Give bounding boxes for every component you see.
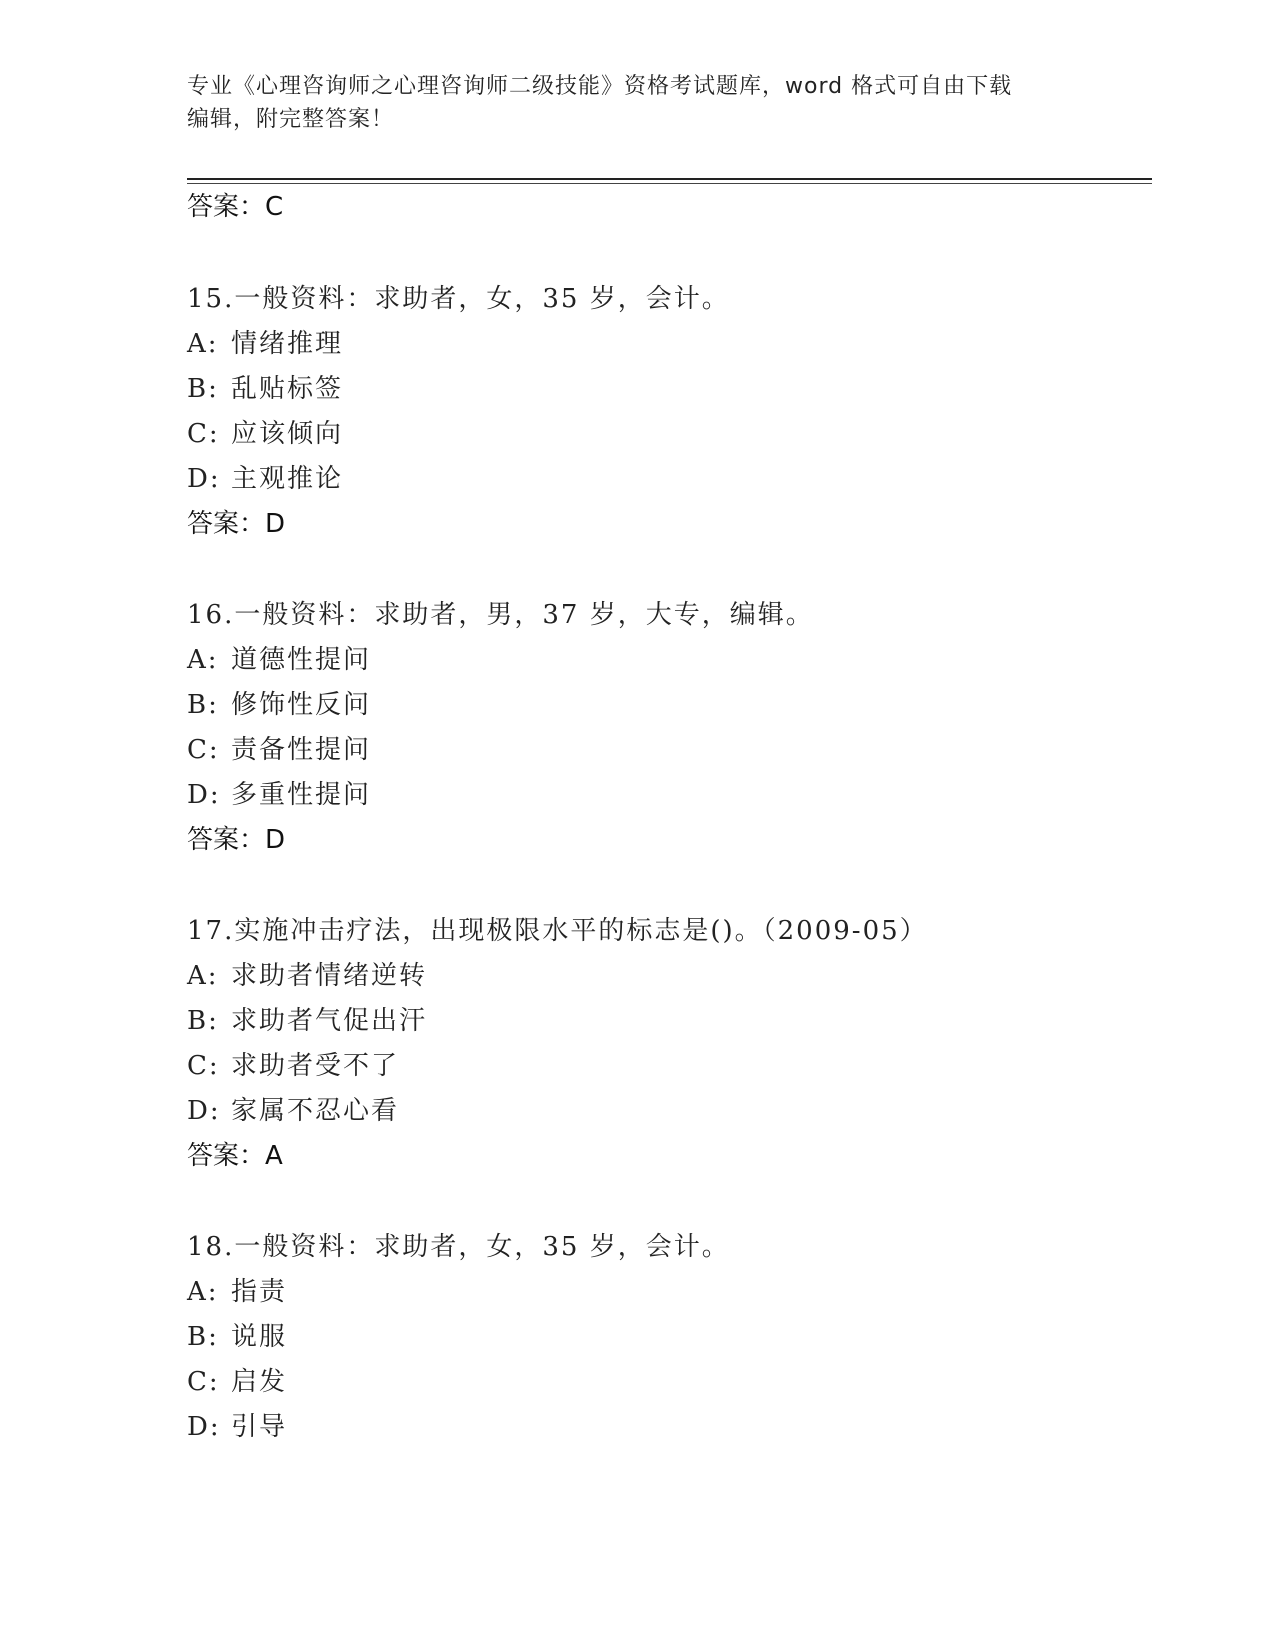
option-text: 乱贴标签 — [231, 374, 344, 404]
option-b — [187, 372, 343, 406]
option-c — [187, 1365, 287, 1399]
option-b — [187, 1004, 427, 1038]
option-c — [187, 417, 343, 451]
option-text: 说服 — [231, 1322, 288, 1352]
header-divider-thick — [187, 178, 1152, 180]
option-text: 责备性提问 — [231, 735, 372, 765]
option-key: D: — [187, 1412, 221, 1442]
question-stem: 16.一般资料：求助者，男，37 岁，大专，编辑。 — [187, 600, 814, 630]
option-key: B: — [187, 1322, 219, 1352]
option-key: D: — [187, 464, 221, 494]
option-d — [187, 1410, 287, 1444]
answer-line: 答案：D — [187, 509, 286, 539]
question-stem: 15.一般资料：求助者，女，35 岁，会计。 — [187, 284, 730, 314]
option-key: D: — [187, 1096, 221, 1126]
option-key: A: — [187, 1277, 219, 1307]
option-d — [187, 462, 343, 496]
option-c — [187, 1049, 399, 1083]
option-text: 求助者情绪逆转 — [231, 961, 428, 991]
option-key: A: — [187, 329, 219, 359]
option-b — [187, 688, 371, 722]
option-text: 主观推论 — [231, 464, 344, 494]
option-text: 多重性提问 — [231, 780, 372, 810]
option-d — [187, 778, 371, 812]
option-text: 引导 — [231, 1412, 288, 1442]
option-key: C: — [187, 1051, 220, 1081]
header-line-2: 编辑，附完整答案！ — [187, 107, 395, 132]
option-key: A: — [187, 961, 219, 991]
option-key: C: — [187, 735, 220, 765]
answer-line: 答案：A — [187, 1141, 283, 1171]
question-stem: 17.实施冲击疗法，出现极限水平的标志是()。（2009-05） — [187, 916, 928, 946]
option-b — [187, 1320, 287, 1354]
answer-line: 答案：C — [187, 192, 284, 222]
option-key: A: — [187, 645, 219, 675]
option-d — [187, 1094, 399, 1128]
option-text: 修饰性反问 — [231, 690, 372, 720]
option-a — [187, 327, 343, 361]
option-text: 家属不忍心看 — [231, 1096, 400, 1126]
option-text: 应该倾向 — [231, 419, 344, 449]
question-stem: 18.一般资料：求助者，女，35 岁，会计。 — [187, 1232, 730, 1262]
option-key: B: — [187, 374, 219, 404]
option-a — [187, 959, 427, 993]
option-text: 指责 — [231, 1277, 288, 1307]
option-text: 启发 — [231, 1367, 288, 1397]
option-text: 求助者受不了 — [231, 1051, 400, 1081]
header-divider-thin — [187, 183, 1152, 184]
option-key: B: — [187, 1006, 219, 1036]
option-key: B: — [187, 690, 219, 720]
option-key: C: — [187, 1367, 220, 1397]
option-key: C: — [187, 419, 220, 449]
option-a — [187, 643, 371, 677]
option-text: 求助者气促出汗 — [231, 1006, 428, 1036]
option-text: 道德性提问 — [231, 645, 372, 675]
option-text: 情绪推理 — [231, 329, 344, 359]
option-key: D: — [187, 780, 221, 810]
header-line-1: 专业《心理咨询师之心理咨询师二级技能》资格考试题库，word 格式可自由下载 — [187, 74, 1013, 99]
option-a — [187, 1275, 287, 1309]
document-header — [187, 70, 1067, 136]
answer-line: 答案：D — [187, 825, 286, 855]
option-c — [187, 733, 371, 767]
